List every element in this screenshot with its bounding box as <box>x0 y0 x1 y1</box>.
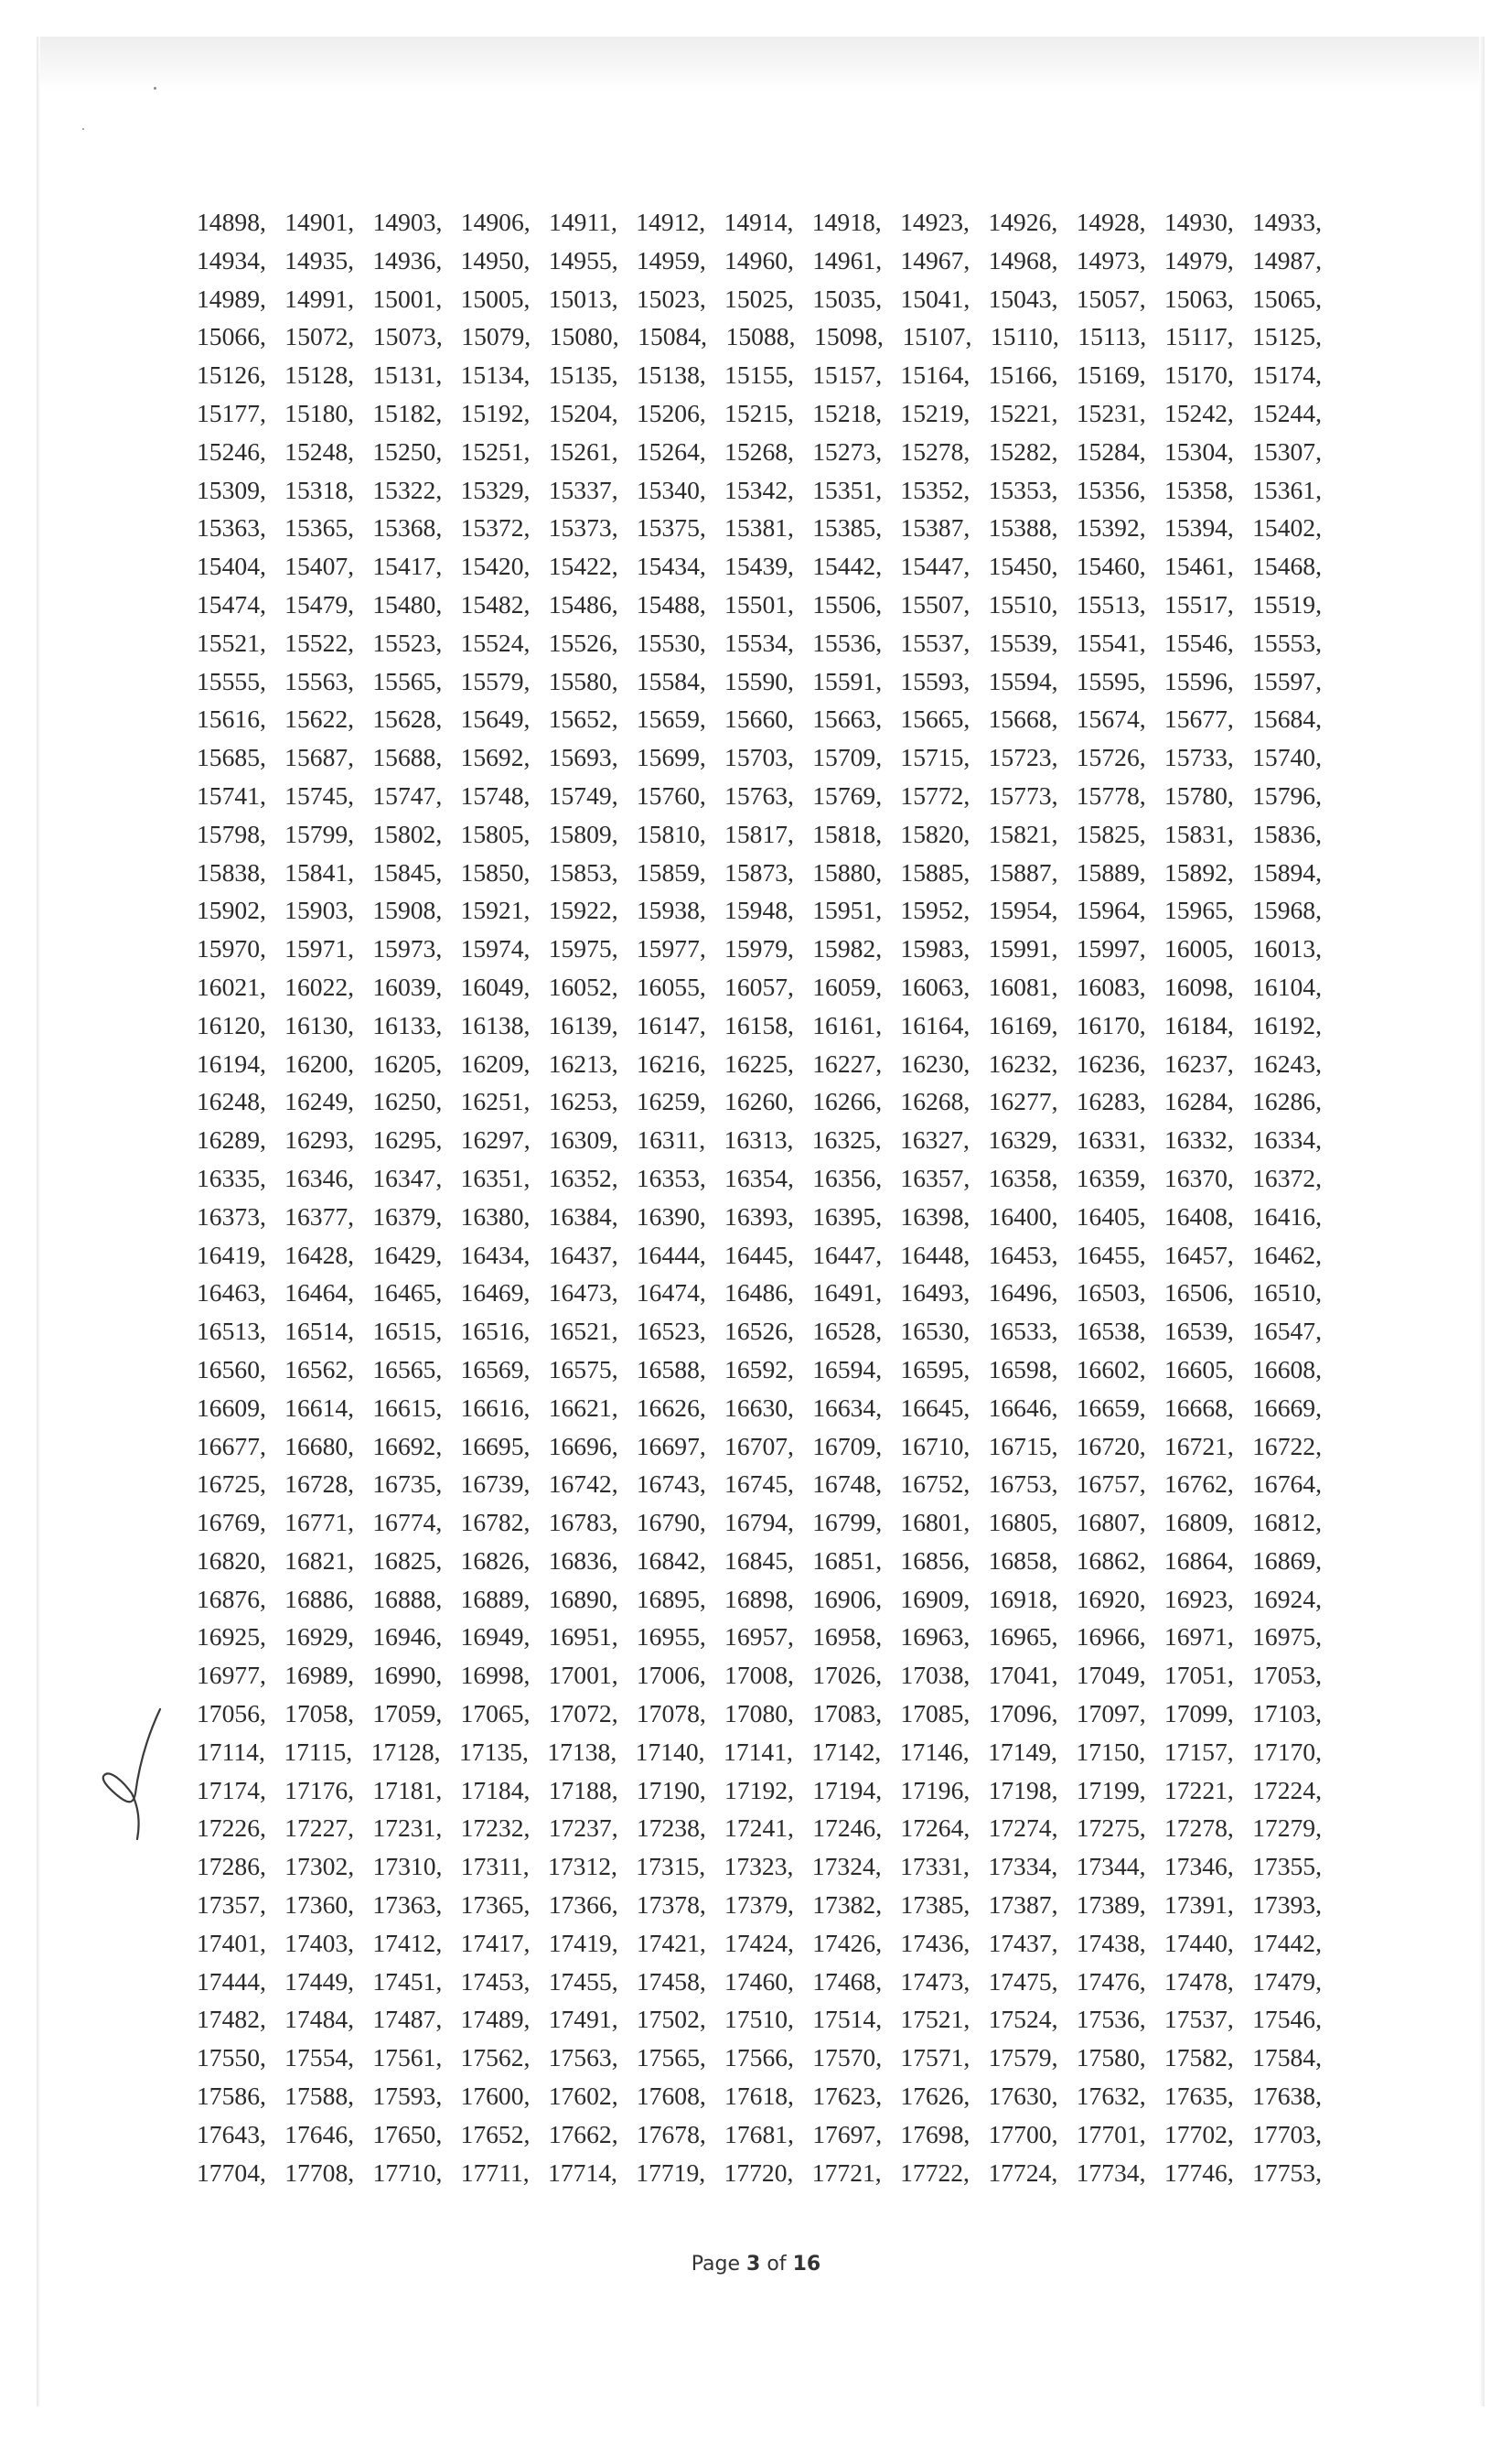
number-line: 17056, 17058, 17059, 17065, 17072, 17078, 17080, 17083, 17085, 17096, 17097, 17099, 17103, <box>197 1699 1322 1728</box>
number-line: 15685, 15687, 15688, 15692, 15693, 15699, 15703, 15709, 15715, 15723, 15726, 15733, 15740, <box>197 743 1322 772</box>
scan-edge-left <box>37 37 40 2406</box>
number-line: 16977, 16989, 16990, 16998, 17001, 17006, 17008, 17026, 17038, 17041, 17049, 17051, 17053, <box>197 1661 1322 1690</box>
number-line: 16463, 16464, 16465, 16469, 16473, 16474, 16486, 16491, 16493, 16496, 16503, 16506, 16510, <box>197 1278 1322 1308</box>
scan-shadow <box>37 37 1482 91</box>
number-line: 16876, 16886, 16888, 16889, 16890, 16895, 16898, 16906, 16909, 16918, 16920, 16923, 16924, <box>197 1584 1322 1613</box>
number-line: 17704, 17708, 17710, 17711, 17714, 17719, 17720, 17721, 17722, 17724, 17734, 17746, 17753, <box>197 2158 1322 2187</box>
number-line: 15521, 15522, 15523, 15524, 15526, 15530, 15534, 15536, 15537, 15539, 15541, 15546, 15553, <box>197 628 1322 657</box>
number-line: 15066, 15072, 15073, 15079, 15080, 15084, 15088, 15098, 15107, 15110, 15113, 15117, 15125, <box>197 322 1322 351</box>
number-line: 15177, 15180, 15182, 15192, 15204, 15206, 15215, 15218, 15219, 15221, 15231, 15242, 15244, <box>197 398 1322 427</box>
current-page-number: 3 <box>746 2253 761 2276</box>
number-line: 16609, 16614, 16615, 16616, 16621, 16626, 16630, 16634, 16645, 16646, 16659, 16668, 16669, <box>197 1393 1322 1422</box>
scan-edge-right <box>1479 37 1485 2406</box>
number-line: 16725, 16728, 16735, 16739, 16742, 16743, 16745, 16748, 16752, 16753, 16757, 16762, 16764, <box>197 1469 1322 1499</box>
number-line: 17643, 17646, 17650, 17652, 17662, 17678, 17681, 17697, 17698, 17700, 17701, 17702, 17703, <box>197 2119 1322 2148</box>
number-line: 15555, 15563, 15565, 15579, 15580, 15584, 15590, 15591, 15593, 15594, 15595, 15596, 15597, <box>197 666 1322 695</box>
number-line: 15902, 15903, 15908, 15921, 15922, 15938, 15948, 15951, 15952, 15954, 15964, 15965, 15968, <box>197 896 1322 925</box>
of-word: of <box>767 2253 787 2276</box>
number-list <box>197 203 1322 2191</box>
number-line: 17226, 17227, 17231, 17232, 17237, 17238, 17241, 17246, 17264, 17274, 17275, 17278, 17279, <box>197 1813 1322 1843</box>
page-number-footer <box>0 2253 1512 2276</box>
number-line: 16373, 16377, 16379, 16380, 16384, 16390, 16393, 16395, 16398, 16400, 16405, 16408, 16416, <box>197 1201 1322 1231</box>
number-line: 15798, 15799, 15802, 15805, 15809, 15810, 15817, 15818, 15820, 15821, 15825, 15831, 15836, <box>197 819 1322 848</box>
number-line: 15838, 15841, 15845, 15850, 15853, 15859, 15873, 15880, 15885, 15887, 15889, 15892, 15894, <box>197 857 1322 887</box>
number-line: 15741, 15745, 15747, 15748, 15749, 15760, 15763, 15769, 15772, 15773, 15778, 15780, 15796, <box>197 780 1322 810</box>
number-line: 17482, 17484, 17487, 17489, 17491, 17502, 17510, 17514, 17521, 17524, 17536, 17537, 17546, <box>197 2005 1322 2034</box>
number-line: 16021, 16022, 16039, 16049, 16052, 16055, 16057, 16059, 16063, 16081, 16083, 16098, 16104, <box>197 972 1322 1001</box>
number-line: 15126, 15128, 15131, 15134, 15135, 15138, 15155, 15157, 15164, 15166, 15169, 15170, 15174, <box>197 361 1322 390</box>
number-line: 14989, 14991, 15001, 15005, 15013, 15023, 15025, 15035, 15041, 15043, 15057, 15063, 15065, <box>197 284 1322 313</box>
number-line: 17401, 17403, 17412, 17417, 17419, 17421, 17424, 17426, 17436, 17437, 17438, 17440, 17442, <box>197 1928 1322 1957</box>
number-line: 16194, 16200, 16205, 16209, 16213, 16216, 16225, 16227, 16230, 16232, 16236, 16237, 16243, <box>197 1049 1322 1078</box>
number-line: 15404, 15407, 15417, 15420, 15422, 15434, 15439, 15442, 15447, 15450, 15460, 15461, 15468, <box>197 552 1322 581</box>
number-line: 14934, 14935, 14936, 14950, 14955, 14959, 14960, 14961, 14967, 14968, 14973, 14979, 14987, <box>197 245 1322 274</box>
number-line: 15474, 15479, 15480, 15482, 15486, 15488, 15501, 15506, 15507, 15510, 15513, 15517, 15519, <box>197 589 1322 619</box>
number-line: 15616, 15622, 15628, 15649, 15652, 15659, 15660, 15663, 15665, 15668, 15674, 15677, 15684, <box>197 705 1322 734</box>
page-word: Page <box>691 2253 741 2276</box>
number-line: 15970, 15971, 15973, 15974, 15975, 15977, 15979, 15982, 15983, 15991, 15997, 16005, 16013, <box>197 934 1322 963</box>
number-line: 16925, 16929, 16946, 16949, 16951, 16955, 16957, 16958, 16963, 16965, 16966, 16971, 16975, <box>197 1622 1322 1652</box>
scan-speck <box>154 87 156 90</box>
total-pages-number: 16 <box>792 2253 821 2276</box>
scan-speck <box>82 128 84 130</box>
number-line: 16560, 16562, 16565, 16569, 16575, 16588, 16592, 16594, 16595, 16598, 16602, 16605, 16608, <box>197 1354 1322 1383</box>
number-line: 16120, 16130, 16133, 16138, 16139, 16147, 16158, 16161, 16164, 16169, 16170, 16184, 16192, <box>197 1010 1322 1039</box>
number-line: 14898, 14901, 14903, 14906, 14911, 14912, 14914, 14918, 14923, 14926, 14928, 14930, 14933, <box>197 208 1322 236</box>
number-line: 15246, 15248, 15250, 15251, 15261, 15264, 15268, 15273, 15278, 15282, 15284, 15304, 15307, <box>197 436 1322 466</box>
number-line: 17114, 17115, 17128, 17135, 17138, 17140, 17141, 17142, 17146, 17149, 17150, 17157, 17170, <box>197 1737 1322 1766</box>
number-line: 17357, 17360, 17363, 17365, 17366, 17378, 17379, 17382, 17385, 17387, 17389, 17391, 17393, <box>197 1890 1322 1920</box>
number-line: 17286, 17302, 17310, 17311, 17312, 17315, 17323, 17324, 17331, 17334, 17344, 17346, 17355, <box>197 1852 1322 1881</box>
number-line: 16248, 16249, 16250, 16251, 16253, 16259, 16260, 16266, 16268, 16277, 16283, 16284, 16286, <box>197 1087 1322 1116</box>
number-line: 17550, 17554, 17561, 17562, 17563, 17565, 17566, 17570, 17571, 17579, 17580, 17582, 17584, <box>197 2043 1322 2072</box>
number-line: 16419, 16428, 16429, 16434, 16437, 16444, 16445, 16447, 16448, 16453, 16455, 16457, 16462, <box>197 1240 1322 1269</box>
number-line: 16677, 16680, 16692, 16695, 16696, 16697, 16707, 16709, 16710, 16715, 16720, 16721, 16722, <box>197 1431 1322 1460</box>
number-line: 16335, 16346, 16347, 16351, 16352, 16353, 16354, 16356, 16357, 16358, 16359, 16370, 16372, <box>197 1163 1322 1192</box>
number-line: 17174, 17176, 17181, 17184, 17188, 17190, 17192, 17194, 17196, 17198, 17199, 17221, 17224, <box>197 1775 1322 1804</box>
number-line: 16513, 16514, 16515, 16516, 16521, 16523, 16526, 16528, 16530, 16533, 16538, 16539, 16547, <box>197 1317 1322 1346</box>
number-line: 17444, 17449, 17451, 17453, 17455, 17458, 17460, 17468, 17473, 17475, 17476, 17478, 17479, <box>197 1966 1322 1996</box>
number-line: 17586, 17588, 17593, 17600, 17602, 17608, 17618, 17623, 17626, 17630, 17632, 17635, 17638, <box>197 2082 1322 2111</box>
handwritten-initial-icon <box>91 1702 174 1848</box>
number-line: 16289, 16293, 16295, 16297, 16309, 16311, 16313, 16325, 16327, 16329, 16331, 16332, 16334, <box>197 1125 1322 1155</box>
number-line: 16769, 16771, 16774, 16782, 16783, 16790, 16794, 16799, 16801, 16805, 16807, 16809, 16812, <box>197 1508 1322 1537</box>
number-line: 15363, 15365, 15368, 15372, 15373, 15375, 15381, 15385, 15387, 15388, 15392, 15394, 15402, <box>197 513 1322 543</box>
number-line: 16820, 16821, 16825, 16826, 16836, 16842, 16845, 16851, 16856, 16858, 16862, 16864, 16869, <box>197 1545 1322 1575</box>
number-line: 15309, 15318, 15322, 15329, 15337, 15340, 15342, 15351, 15352, 15353, 15356, 15358, 15361, <box>197 475 1322 504</box>
